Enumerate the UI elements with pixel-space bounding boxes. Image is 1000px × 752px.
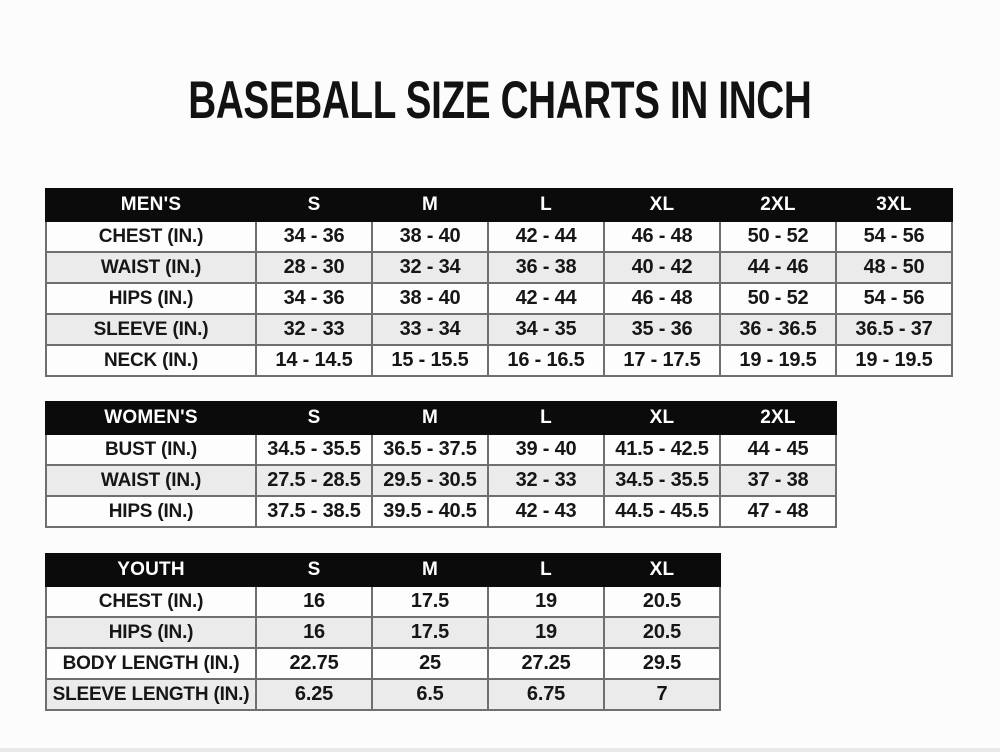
size-value-cell: 32 - 34 — [372, 252, 488, 283]
size-value-cell: 19 — [488, 617, 604, 648]
size-value-cell: 46 - 48 — [604, 283, 720, 314]
size-value-cell: 17 - 17.5 — [604, 345, 720, 376]
size-value-cell: 32 - 33 — [256, 314, 372, 345]
mens-table-row — [46, 252, 952, 283]
size-value-cell: 38 - 40 — [372, 283, 488, 314]
page-title — [0, 70, 1000, 131]
womens-size-header: XL — [604, 402, 720, 434]
size-value-cell: 19 — [488, 586, 604, 617]
size-value-cell: 16 — [256, 586, 372, 617]
size-value-cell: 19 - 19.5 — [720, 345, 836, 376]
size-value-cell: 20.5 — [604, 586, 720, 617]
youth-size-header: M — [372, 554, 488, 586]
mens-size-header: XL — [604, 189, 720, 221]
mens-size-header: M — [372, 189, 488, 221]
size-value-cell: 34.5 - 35.5 — [604, 465, 720, 496]
row-label: SLEEVE (IN.) — [46, 314, 256, 345]
womens-size-table — [45, 401, 837, 528]
size-value-cell: 17.5 — [372, 586, 488, 617]
size-value-cell: 28 - 30 — [256, 252, 372, 283]
size-value-cell: 29.5 - 30.5 — [372, 465, 488, 496]
youth-table-row — [46, 617, 720, 648]
size-value-cell: 32 - 33 — [488, 465, 604, 496]
size-value-cell: 34 - 35 — [488, 314, 604, 345]
mens-table-row — [46, 283, 952, 314]
row-label: BODY LENGTH (IN.) — [46, 648, 256, 679]
mens-header-row — [46, 189, 952, 221]
size-value-cell: 36 - 38 — [488, 252, 604, 283]
size-value-cell: 34 - 36 — [256, 221, 372, 252]
womens-size-header: 2XL — [720, 402, 836, 434]
mens-category-header: MEN'S — [46, 189, 256, 221]
size-value-cell: 20.5 — [604, 617, 720, 648]
size-value-cell: 14 - 14.5 — [256, 345, 372, 376]
size-value-cell: 29.5 — [604, 648, 720, 679]
size-value-cell: 17.5 — [372, 617, 488, 648]
size-value-cell: 41.5 - 42.5 — [604, 434, 720, 465]
row-label: CHEST (IN.) — [46, 586, 256, 617]
womens-size-header: L — [488, 402, 604, 434]
size-value-cell: 42 - 44 — [488, 221, 604, 252]
size-value-cell: 42 - 43 — [488, 496, 604, 527]
womens-table-row — [46, 496, 836, 527]
womens-table-row — [46, 434, 836, 465]
size-value-cell: 33 - 34 — [372, 314, 488, 345]
size-value-cell: 50 - 52 — [720, 221, 836, 252]
size-value-cell: 27.25 — [488, 648, 604, 679]
row-label: WAIST (IN.) — [46, 252, 256, 283]
youth-header-row — [46, 554, 720, 586]
size-value-cell: 19 - 19.5 — [836, 345, 952, 376]
womens-table-row — [46, 465, 836, 496]
youth-size-table — [45, 553, 721, 711]
bottom-edge-strip — [0, 748, 1000, 752]
youth-category-header: YOUTH — [46, 554, 256, 586]
size-value-cell: 6.25 — [256, 679, 372, 710]
mens-size-header: L — [488, 189, 604, 221]
row-label: NECK (IN.) — [46, 345, 256, 376]
size-value-cell: 6.75 — [488, 679, 604, 710]
size-value-cell: 54 - 56 — [836, 283, 952, 314]
size-value-cell: 44.5 - 45.5 — [604, 496, 720, 527]
size-value-cell: 34 - 36 — [256, 283, 372, 314]
mens-size-header: 3XL — [836, 189, 952, 221]
womens-category-header: WOMEN'S — [46, 402, 256, 434]
size-value-cell: 37.5 - 38.5 — [256, 496, 372, 527]
page-title-text: BASEBALL SIZE CHARTS IN INCH — [188, 71, 812, 130]
mens-size-header: 2XL — [720, 189, 836, 221]
size-value-cell: 27.5 - 28.5 — [256, 465, 372, 496]
size-value-cell: 46 - 48 — [604, 221, 720, 252]
mens-table-row — [46, 221, 952, 252]
row-label: HIPS (IN.) — [46, 617, 256, 648]
youth-size-header: S — [256, 554, 372, 586]
size-value-cell: 47 - 48 — [720, 496, 836, 527]
size-value-cell: 36.5 - 37 — [836, 314, 952, 345]
size-value-cell: 42 - 44 — [488, 283, 604, 314]
row-label: BUST (IN.) — [46, 434, 256, 465]
size-value-cell: 36 - 36.5 — [720, 314, 836, 345]
size-value-cell: 39.5 - 40.5 — [372, 496, 488, 527]
youth-size-header: XL — [604, 554, 720, 586]
row-label: CHEST (IN.) — [46, 221, 256, 252]
size-value-cell: 39 - 40 — [488, 434, 604, 465]
row-label: SLEEVE LENGTH (IN.) — [46, 679, 256, 710]
youth-size-header: L — [488, 554, 604, 586]
size-value-cell: 44 - 45 — [720, 434, 836, 465]
mens-size-header: S — [256, 189, 372, 221]
size-value-cell: 50 - 52 — [720, 283, 836, 314]
size-value-cell: 44 - 46 — [720, 252, 836, 283]
size-value-cell: 6.5 — [372, 679, 488, 710]
size-value-cell: 25 — [372, 648, 488, 679]
size-value-cell: 37 - 38 — [720, 465, 836, 496]
size-value-cell: 38 - 40 — [372, 221, 488, 252]
size-value-cell: 54 - 56 — [836, 221, 952, 252]
row-label: HIPS (IN.) — [46, 496, 256, 527]
youth-table-row — [46, 648, 720, 679]
size-value-cell: 48 - 50 — [836, 252, 952, 283]
womens-size-header: S — [256, 402, 372, 434]
womens-size-header: M — [372, 402, 488, 434]
size-value-cell: 16 - 16.5 — [488, 345, 604, 376]
size-value-cell: 15 - 15.5 — [372, 345, 488, 376]
size-value-cell: 34.5 - 35.5 — [256, 434, 372, 465]
youth-table-row — [46, 586, 720, 617]
mens-table-row — [46, 314, 952, 345]
size-value-cell: 7 — [604, 679, 720, 710]
size-value-cell: 22.75 — [256, 648, 372, 679]
size-value-cell: 40 - 42 — [604, 252, 720, 283]
row-label: WAIST (IN.) — [46, 465, 256, 496]
row-label: HIPS (IN.) — [46, 283, 256, 314]
size-value-cell: 35 - 36 — [604, 314, 720, 345]
mens-table-row — [46, 345, 952, 376]
size-value-cell: 36.5 - 37.5 — [372, 434, 488, 465]
youth-table-row — [46, 679, 720, 710]
womens-header-row — [46, 402, 836, 434]
size-value-cell: 16 — [256, 617, 372, 648]
mens-size-table — [45, 188, 953, 377]
